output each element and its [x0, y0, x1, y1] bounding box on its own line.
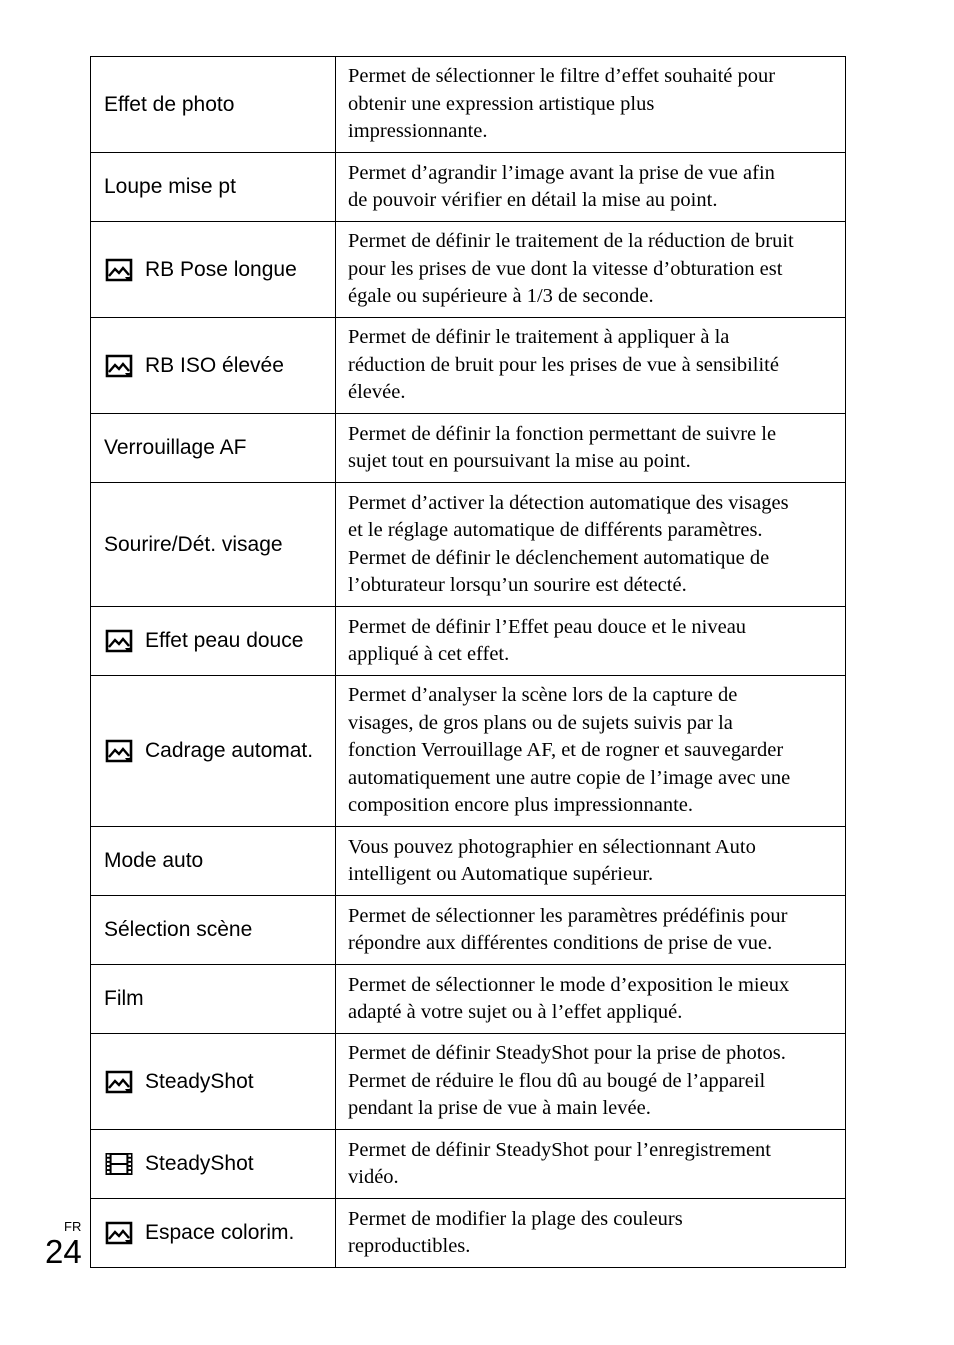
setting-name-label: Espace colorim.: [145, 1221, 295, 1244]
setting-description-line: obtenir une expression artistique plus: [348, 92, 655, 115]
setting-name-label: Film: [104, 987, 144, 1010]
setting-description-cell: [336, 676, 846, 827]
table-row: [91, 57, 846, 153]
setting-name-cell: [91, 896, 336, 965]
setting-name-label: SteadyShot: [145, 1152, 254, 1175]
setting-name-label: Cadrage automat.: [145, 739, 314, 762]
setting-name-label: Sélection scène: [104, 918, 253, 941]
setting-name-cell: [91, 965, 336, 1034]
setting-description-line: Permet de définir le déclenchement automatique de: [348, 546, 770, 569]
still-image-icon: [104, 1069, 134, 1095]
setting-description-line: Permet de définir la fonction permettant de suivre le: [348, 422, 777, 445]
setting-description-line: appliqué à cet effet.: [348, 643, 510, 665]
setting-description-line: de pouvoir vérifier en détail la mise au point.: [348, 189, 718, 211]
setting-description-line: Permet de sélectionner le mode d’exposition le mieux: [348, 973, 790, 996]
setting-name: [104, 1069, 335, 1095]
setting-name-cell: [91, 827, 336, 896]
setting-name-cell: [91, 607, 336, 676]
setting-description-cell: [336, 153, 846, 222]
setting-description-line: répondre aux différentes conditions de prise de vue.: [348, 932, 773, 954]
setting-name-label: Effet de photo: [104, 92, 235, 116]
setting-description-line: reproductibles.: [348, 1235, 471, 1257]
setting-name: [104, 175, 335, 199]
setting-description-line: pour les prises de vue dont la vitesse d’obturation est: [348, 257, 783, 280]
setting-description-line: visages, de gros plans ou de sujets suivis par la: [348, 711, 733, 734]
setting-name: [104, 987, 335, 1011]
setting-description-line: Permet de modifier la plage des couleurs: [348, 1207, 683, 1230]
setting-name-cell: [91, 483, 336, 607]
setting-description-line: composition encore plus impressionnante.: [348, 794, 694, 817]
setting-description-line: sujet tout en poursuivant la mise au point.: [348, 450, 691, 472]
setting-name: [104, 918, 335, 942]
setting-description-line: Permet d’activer la détection automatique des visages: [348, 491, 789, 514]
setting-description-line: l’obturateur lorsqu’un sourire est détecté.: [348, 574, 687, 596]
setting-description-line: Permet d’analyser la scène lors de la capture de: [348, 684, 738, 707]
setting-name-cell: [91, 318, 336, 414]
setting-name: [104, 628, 335, 654]
still-image-icon: [104, 628, 134, 654]
setting-name-cell: [91, 153, 336, 222]
table-row: [91, 318, 846, 414]
setting-name-cell: [91, 1034, 336, 1130]
setting-description-line: égale ou supérieure à 1/3 de seconde.: [348, 285, 654, 308]
settings-table-body: [91, 57, 846, 1268]
table-row: [91, 965, 846, 1034]
setting-name: [104, 353, 335, 379]
setting-name-label: Verrouillage AF: [104, 436, 247, 459]
setting-name-cell: [91, 676, 336, 827]
table-row: [91, 483, 846, 607]
still-image-icon: [104, 353, 134, 379]
setting-name: [104, 436, 335, 460]
setting-description-line: Permet de définir SteadyShot pour l’enregistrement: [348, 1138, 771, 1161]
setting-description-line: Permet de sélectionner les paramètres prédéfinis pour: [348, 904, 788, 927]
setting-description-line: Permet de définir l’Effet peau douce et le niveau: [348, 615, 747, 638]
setting-description-line: élevée.: [348, 381, 406, 404]
table-row: [91, 1130, 846, 1199]
setting-description-line: automatiquement une autre copie de l’image avec une: [348, 766, 791, 789]
setting-description-cell: [336, 222, 846, 318]
setting-name-cell: [91, 222, 336, 318]
setting-name: [104, 1151, 335, 1177]
page-language-label: FR: [64, 1219, 82, 1234]
setting-description-line: impressionnante.: [348, 120, 488, 143]
setting-description-cell: [336, 1199, 846, 1268]
table-row: [91, 607, 846, 676]
setting-name-label: RB ISO élevée: [145, 353, 284, 377]
setting-description-cell: [336, 483, 846, 607]
setting-name-cell: [91, 1130, 336, 1199]
setting-description-line: vidéo.: [348, 1166, 399, 1188]
setting-name-label: SteadyShot: [145, 1069, 254, 1093]
setting-description-line: réduction de bruit pour les prises de vue à sensibilité: [348, 353, 779, 376]
setting-name-cell: [91, 414, 336, 483]
movie-film-icon: [104, 1151, 134, 1177]
setting-name: [104, 1220, 335, 1246]
setting-description-cell: [336, 318, 846, 414]
setting-description-cell: [336, 965, 846, 1034]
setting-description-cell: [336, 607, 846, 676]
still-image-icon: [104, 1220, 134, 1246]
setting-description-line: Permet de définir SteadyShot pour la prise de photos.: [348, 1042, 786, 1065]
table-row: [91, 827, 846, 896]
setting-description-cell: [336, 1130, 846, 1199]
setting-description-line: Permet de réduire le flou dû au bougé de l’appareil: [348, 1069, 766, 1092]
setting-description-line: Permet de définir le traitement à appliquer à la: [348, 326, 730, 349]
setting-name-label: Mode auto: [104, 849, 204, 872]
setting-name-label: Sourire/Dét. visage: [104, 532, 283, 556]
setting-description-line: et le réglage automatique de différents paramètres.: [348, 519, 763, 541]
setting-description-line: pendant la prise de vue à main levée.: [348, 1097, 651, 1120]
setting-name-cell: [91, 1199, 336, 1268]
still-image-icon: [104, 738, 134, 764]
setting-description-cell: [336, 827, 846, 896]
table-row: [91, 1199, 846, 1268]
table-row: [91, 414, 846, 483]
setting-name-label: RB Pose longue: [145, 257, 297, 281]
setting-name: [104, 257, 335, 283]
table-row: [91, 153, 846, 222]
setting-description-line: Permet de définir le traitement de la réduction de bruit: [348, 230, 794, 253]
setting-description-line: Permet de sélectionner le filtre d’effet souhaité pour: [348, 65, 776, 88]
setting-description-cell: [336, 414, 846, 483]
setting-description-cell: [336, 1034, 846, 1130]
setting-description-line: fonction Verrouillage AF, et de rogner et sauvegarder: [348, 739, 784, 762]
setting-name-label: Effet peau douce: [145, 629, 304, 652]
setting-description-line: Vous pouvez photographier en sélectionnant Auto: [348, 835, 756, 858]
table-row: [91, 222, 846, 318]
setting-description-line: adapté à votre sujet ou à l’effet appliqué.: [348, 1001, 683, 1023]
table-row: [91, 676, 846, 827]
setting-name: [104, 93, 335, 117]
settings-table: [90, 56, 846, 1268]
setting-description-cell: [336, 57, 846, 153]
setting-description-line: intelligent ou Automatique supérieur.: [348, 863, 654, 885]
page-number: 24: [45, 1233, 82, 1270]
table-row: [91, 896, 846, 965]
setting-description-cell: [336, 896, 846, 965]
setting-description-line: Permet d’agrandir l’image avant la prise de vue afin: [348, 161, 775, 184]
setting-name: [104, 738, 335, 764]
setting-name-cell: [91, 57, 336, 153]
setting-name: [104, 849, 335, 873]
setting-name: [104, 533, 335, 557]
setting-name-label: Loupe mise pt: [104, 175, 236, 198]
table-row: [91, 1034, 846, 1130]
still-image-icon: [104, 257, 134, 283]
